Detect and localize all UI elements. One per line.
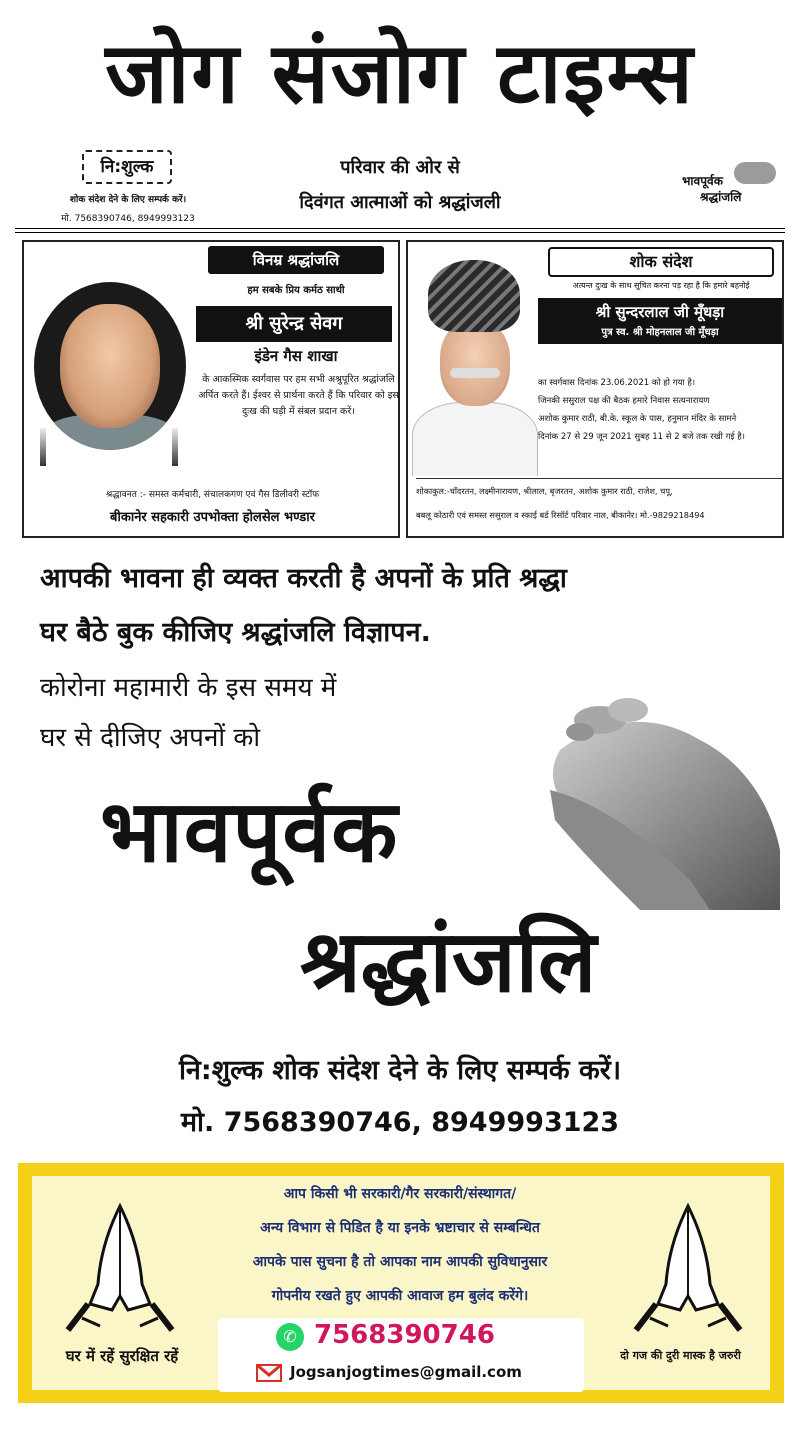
free-badge: नि:शुल्क <box>82 150 172 184</box>
contact-line: नि:शुल्क शोक संदेश देने के लिए सम्पर्क करें। <box>178 1055 622 1086</box>
notice-left-name: श्री सुरेन्द्र सेवग <box>196 306 392 342</box>
email-address[interactable]: Jogsanjogtimes@gmail.com <box>290 1363 522 1381</box>
notice-right-banner: शोक संदेश <box>548 247 774 277</box>
mini-ad-subtitle: श्रद्धांजलि <box>700 190 742 204</box>
complaint-line-2: अन्य विभाग से पिडित है या इनके भ्रष्टाचार से सम्बन्धित <box>260 1220 540 1236</box>
promo-line-3: कोरोना महामारी के इस समय में <box>40 673 337 703</box>
mini-ad-title: भावपूर्वक <box>682 174 723 188</box>
notice-right-body-line: का स्वर्गवास दिनांक 23.06.2021 को हो गया है। <box>538 378 696 388</box>
notice-right-body-line: दिनांक 27 से 29 जून 2021 सुबह 11 से 2 बजे तक रखी गई है। <box>538 432 745 442</box>
complaint-line-1: आप किसी भी सरकारी/गैर सरकारी/संस्थागत/ <box>283 1186 517 1202</box>
complaint-line-4: गोपनीय रखते हुए आपकी आवाज हम बुलंद करेंगे। <box>271 1288 529 1304</box>
notice-right-body <box>538 374 786 446</box>
free-badge-caption: शोक संदेश देने के लिए सम्पर्क करें। <box>69 195 187 205</box>
notice-left-org: बीकानेर सहकारी उपभोक्ता होलसेल भण्डार <box>110 510 315 525</box>
whatsapp-icon: ✆ <box>276 1323 304 1351</box>
promo-big-title-2: श्रद्धांजलि <box>300 912 597 1012</box>
notice-right-name-block <box>538 298 782 344</box>
notice-right-mourners-line: बबलू कोठारी एवं समस्त ससुराल व स्काई बर्ड रिसॉर्ट परिवार नाल, बीकानेर। मो.-9829218494 <box>416 510 705 520</box>
stay-home-slogan: घर में रहें सुरक्षित रहें <box>65 1347 179 1365</box>
tagline-1: परिवार की ओर से <box>340 157 460 178</box>
notice-right-intro: अत्यन्त दुःख के साथ सूचित करना पड़ रहा है कि हमारे बहनोई <box>572 281 750 290</box>
complaint-line-3: आपके पास सुचना है तो आपका नाम आपकी सुविधानुसार <box>252 1254 548 1270</box>
notice-left-intro: हम सबके प्रिय कर्मठ साथी <box>247 285 345 296</box>
notice-right-body-line: जिनकी ससुराल पक्ष की बैठक हमारे निवास सत्यनारायण <box>538 396 710 406</box>
promo-line-2: घर बैठे बुक कीजिए श्रद्धांजलि विज्ञापन. <box>40 617 431 648</box>
masthead-title: जोग संजोग टाइम्स <box>105 24 695 122</box>
incense-icon <box>172 428 178 466</box>
notice-left-body: के आकस्मिक स्वर्गवास पर हम सभी अश्रुपूरित श्रद्धांजलि अर्पित करते हैं। ईश्वर से प्रार्थना करते हैं कि परिवार को इस दुःख की घड़ी में संबल प्रदान करें। <box>198 374 399 417</box>
notice-left-signoff: श्रद्धावनत :- समस्त कर्मचारी, संचालकगण एवं गैस डिलीवरी स्टॉफ <box>105 490 320 500</box>
portrait-photo <box>410 246 538 476</box>
free-badge-phone: मो. 7568390746, 8949993123 <box>61 214 195 224</box>
notice-right-parent: पुत्र स्व. श्री मोहनलाल जी मूँधड़ा <box>601 327 719 338</box>
notice-right-name: श्री सुन्दरलाल जी मूँधड़ा <box>595 303 725 321</box>
praying-hands-icon <box>628 1200 748 1340</box>
notice-left-branch: इंडेन गैस शाखा <box>254 347 338 365</box>
praying-hands-icon <box>60 1200 180 1340</box>
notice-right-mourners-line: शोकाकुल:-चाँदरतन, लक्ष्मीनारायण, श्रीलाल, बृजरतन, अशोक कुमार राठी, राजेश, चपू, <box>416 486 673 496</box>
promo-big-title-1: भावपूर्वक <box>100 782 399 882</box>
notice-right-mourners <box>416 478 782 527</box>
notice-left-banner: विनम्र श्रद्धांजलि <box>208 246 384 274</box>
notice-right-body-line: अशोक कुमार राठी, बी.के. स्कूल के पास, हनुमान मंदिर के सामने <box>538 414 737 424</box>
distance-slogan: दो गज की दुरी मास्क है जरुरी <box>620 1349 741 1362</box>
incense-icon <box>40 428 46 466</box>
promo-line-1: आपकी भावना ही व्यक्त करती है अपनों के प्रति श्रद्धा <box>40 563 567 594</box>
portrait-photo <box>34 282 186 450</box>
promo-line-4: घर से दीजिए अपनों को <box>40 723 261 753</box>
header-divider <box>15 228 785 233</box>
tagline-2: दिवंगत आत्माओं को श्रद्धांजली <box>299 192 501 213</box>
contact-phone: मो. 7568390746, 8949993123 <box>180 1107 620 1138</box>
whatsapp-number[interactable]: 7568390746 <box>314 1320 495 1350</box>
gmail-icon <box>256 1364 282 1382</box>
